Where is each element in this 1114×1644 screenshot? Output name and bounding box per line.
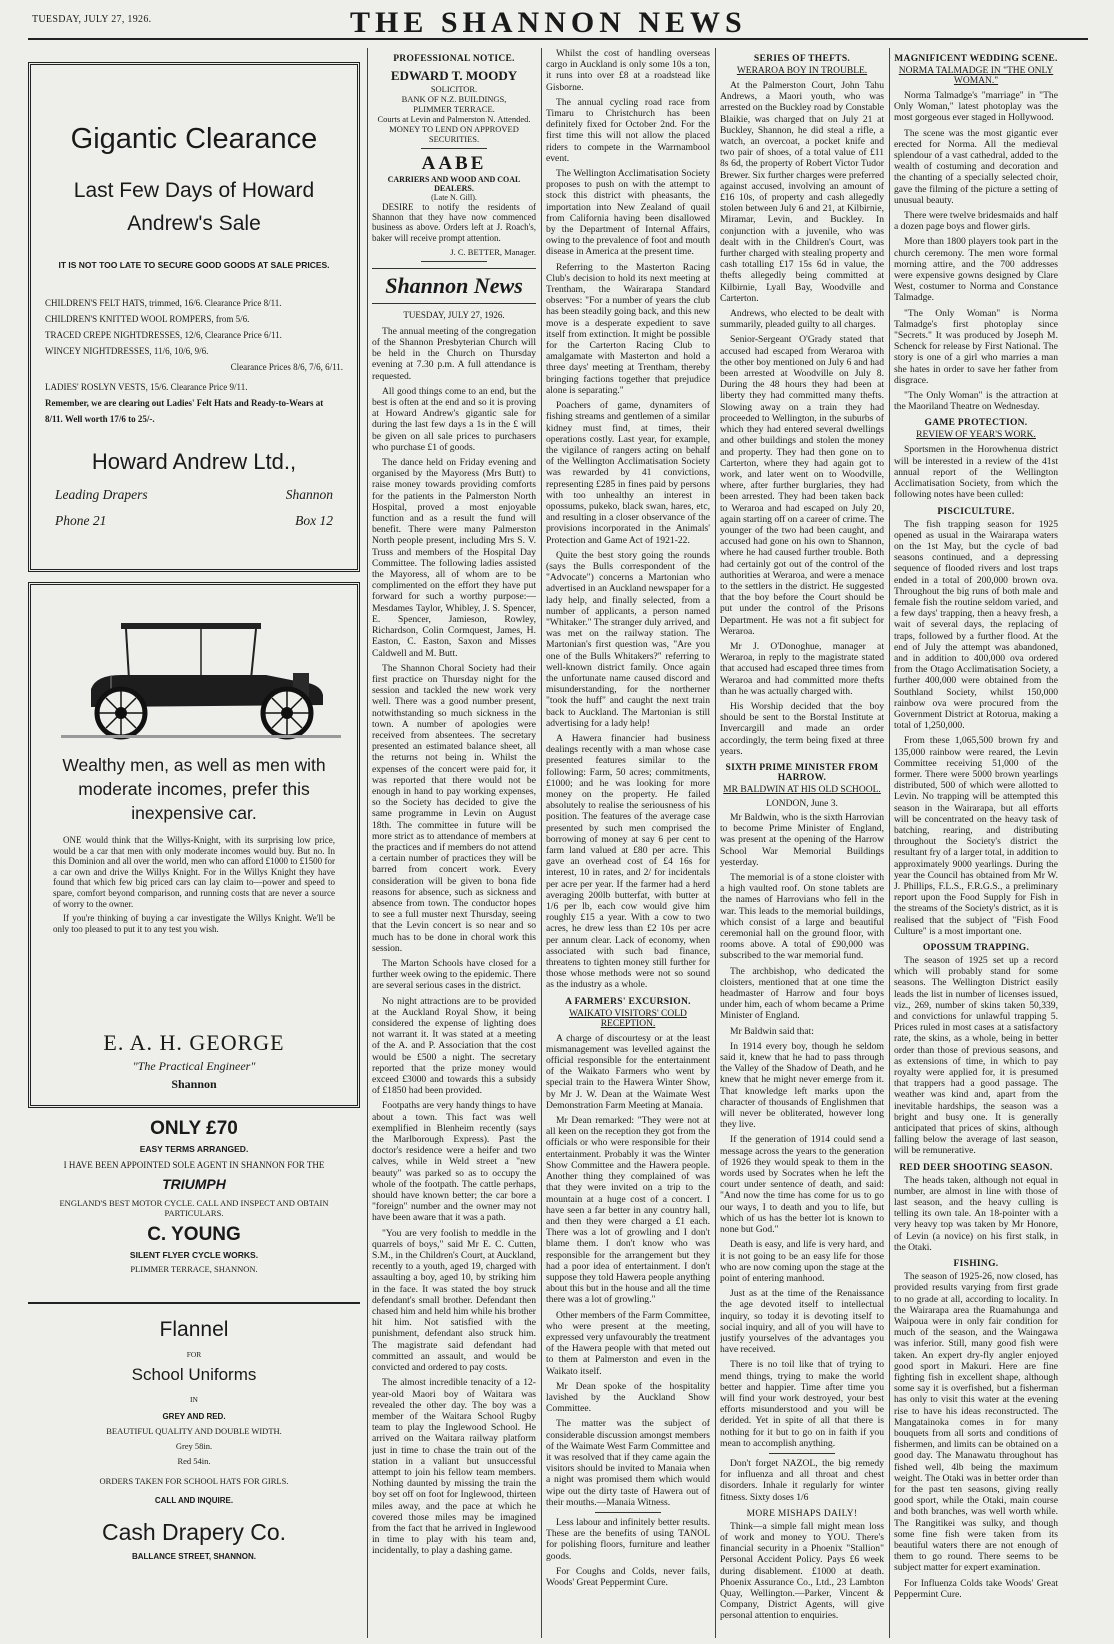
news-paragraph: The season of 1925-26, now closed, has provided results varying from first grade to no grade at all, according to locality. In the Wairarapa area the Ruamahunga and Waipoua were in only fair condition for much of the season, and the Waingawa was inferior. Still, many good fish were taken. An expert dry-fly angler enjoyed good sport in Makuri. Here are fine fighting fish in excellent shape, although some say it is overfished, but a fisherman has only to visit this water at the evening rise to have his ideas reconstructed. The Mangatainoka comes in for many bouquets from all sorts and conditions of fishermen, and limits can be obtained on a good day. The Manawatu throughout has fished well, 4lb being the maximum weight. The Otaki was in better order than for the past ten seasons, giving really good sport, while the Otaki, main course and both branches, was well worth while. The Rangitikei was sulky, and though some fine fish were taken from its beautiful waters there are not enough of them to go round. There seems to be subject matter for expert examination. [894,1271,1058,1574]
deer-heading: RED DEER SHOOTING SEASON. [899,1162,1053,1173]
news-paragraph: The Shannon Choral Society had their first practice on Thursday night for the session and tackled the new work very well. There was a good number present, notwithstanding so much sickness in the town. A number of apologies were received from absentees. The secretary presented an estimated balance sheet, all the returns not being in. Whilst the expenses of the concert were paid for, it was reported that there would not be enough in hand to pay working expenses, so the Society has decided to give the same programme in Levin on August 18th. The committee in future will be more strict as to attendance of members at the practices and if members do not attend a certain number of practices they will be barred from concert work. Every consideration will be given to bona fide reasons for absence, such as sickness and absence from town. The conductor hopes to see a full muster next Thursday, seeing that the Levin concert is so near and so much has to be done in choral work this session. [372,662,536,954]
price-line: Clearance Prices 8/6, 7/6, 6/11. [230,362,343,372]
flannel-firm: Cash Drapery Co. [101,1519,287,1545]
news-paragraph: The matter was the subject of considerable discussion amongst members of the Waimate West Farm Committee and it was resolved that if they came again the visitors should be invited to Manaia when a night was promised them which would wipe out the dirty taste of Hawera out of their mouths.—Manaia Witness. [546,1418,710,1508]
moody-line: SOLICITOR. [430,84,478,94]
price-line: CHILDREN'S FELT HATS, trimmed, 16/6. Clearance Price 8/11. [45,298,282,308]
prime-minister-subheading: MR BALDWIN AT HIS OLD SCHOOL. [723,784,881,795]
willys-dealer-tag: "The Practical Engineer" [132,1059,256,1073]
news-paragraph: The fish trapping season for 1925 opened as usual in the Wairarapa waters on the 1st May, but the cycle of bad seasons continued, and a depressing sequence of flooded rivers and lost traps ended in a total of 200,000 brown ova. Throughout the big runs of both male and female fish the routine seldom varied, and a few days' trapping, then a heavy fresh, a wait of several days, the replacing of traps, followed by a further flood. At the end of July the attempt was abandoned, and in addition to 400,000 ova ordered from the Otago Acclimatisation Society, a further 400,000 were obtained from the Southland Society, whilst 150,000 rainbow ova were procured from the Government District at Rotorua, making a total of 1,250,000. [894,518,1058,732]
news-paragraph: The memorial is of a stone cloister with a high vaulted roof. On stone tablets are the names of Harrovians who fell in the war. This leads to the memorial buildings, which consist of a large and beautiful ceremonial hall on the ground floor, with rooms above. A total of £90,000 was subscribed to the war memorial fund. [720,872,884,962]
clearance-phone: Phone 21 [55,513,107,528]
aabe-signature: J. C. BETTER, Manager. [450,246,536,257]
news-paragraph: "You are very foolish to meddle in the quarrels of boys," said Mr E. C. Cutten, S.M., in the Children's Court, at Auckland, recently to a youth, aged 19, charged with assaulting a boy, aged 10, by striking him in the face. It was stated the boy struck defendant's small brother. Defendant then chased him and held him while his brother hit him. Not satisfied with the punishment, defendant also struck him. The magistrate said defendant had committed an assault, and would be convicted and ordered to pay costs. [372,1227,536,1374]
price-line: CHILDREN'S KNITTED WOOL ROMPERS, from 5/6. [45,314,250,324]
rule [595,1512,661,1513]
triumph-price: ONLY £70 [150,1118,238,1139]
price-line: LADIES' ROSLYN VESTS, 15/6. Clearance Price 9/11. [45,382,248,392]
flannel-title: Flannel [159,1318,229,1341]
cough-cure-notice: For Coughs and Colds, never fails, Woods' Great Peppermint Cure. [546,1565,710,1588]
clearance-town: Shannon [285,487,333,502]
news-paragraph: Norma Talmadge's "marriage" in "The Only Woman," latest photoplay was the most gorgeous ever staged in Hollywood. [894,90,1058,124]
wedding-subheading: NORMA TALMADGE IN "THE ONLY WOMAN." [898,66,1054,86]
news-paragraph: The annual meeting of the congregation of the Shannon Presbyterian Church will be held in the Church on Thursday evening at 7.30 p.m. A full attendance is requested. [372,325,536,382]
willys-dealer: E. A. H. GEORGE [103,1030,285,1055]
flannel-address: BALLANCE STREET, SHANNON. [131,1552,256,1561]
thefts-subheading: WERAROA BOY IN TROUBLE. [736,66,868,76]
news-column-2 [372,48,536,1638]
excursion-subheading: WAIKATO VISITORS' COLD RECEPTION. [569,1008,687,1029]
news-paragraph: A charge of discourtesy or at the least mismanagement was levelled against the official responsible for the entertainment of the Waikato Farmers who went by special train to the Hawera Winter Show, by Mr J. W. Dean at the Waimate West Demonstration Farm Meeting at Manaia. [546,1032,710,1111]
mishaps-notice: Think—a simple fall might mean loss of work and money to YOU. There's financial security in a Phoenix "Stallion" Personal Accident Policy. Pays £6 week during disablement. £1000 at death. Phoenix Assurance Co., Ltd., 23 Lambton Quay, Wellington.—Parker, Vincent & Company, District Agents, will give personal attention to enquiries. [720,1520,884,1622]
news-paragraph: Death is easy, and life is very hard, and it is not going to be an easy life for those who are now coming upon the stage at the point of entering manhood. [720,1239,884,1284]
masthead-rule [28,38,1088,40]
thefts-heading: SERIES OF THEFTS. [753,54,851,64]
news-paragraph: Mr Baldwin said that: [730,1025,814,1037]
clearance-notice: IT IS NOT TOO LATE TO SECURE GOOD GOODS AT SALE PRICES. [58,260,330,270]
news-paragraph: Mr Dean spoke of the hospitality lavished by the Auckland Show Committee. [546,1380,710,1415]
clearance-tagline: Leading Drapers [55,487,148,502]
news-paragraph: The heads taken, although not equal in number, are almost in line with those of last season, and the heavy culling is telling its own tale. An 18-pointer with a very heavy top was taken by Mr Honore, of Levin (a novice) on his first stalk, in the Otaki. [894,1174,1058,1253]
news-paragraph: In 1914 every boy, though he seldom said it, knew that he had to pass through the Valley of the Shadow of Death, and he knew that he might never emerge from it. That knowledge left marks upon the character of thousands of Englishmen that will never be obliterated, however long they live. [720,1040,884,1131]
news-paragraph: The Wellington Acclimatisation Society proposes to push on with the attempt to stock this district with pheasants, the importation into New Zealand of quail from California having been disallowed by the Department of Internal Affairs, owing to the prevalence of foot and mouth disease in America at the present time. [546,168,710,258]
news-paragraph: "The Only Woman" is Norma Talmadge's first photoplay since "Secrets." It was produced by Joseph M. Schenck for release by First National. The story is one of a girl who marries a man she hates in order to save her father from disgrace. [894,307,1058,386]
flannel-for: FOR [186,1350,202,1359]
aabe-late: (Late N. Gill). [431,193,477,202]
news-paragraph: There is no toil like that of trying to mend things, trying to make the world better and happier. Time after time you will find your work destroyed, your best efforts misunderstood and you will be derided. Yet in spite of all that there is nothing for it but to go on in faith if you mean to accomplish anything. [720,1359,884,1449]
news-paragraph: A Hawera financier had business dealings recently with a man whose case presented features similar to the following: Farm, 50 acres; commitments, £1000; and he was looking for more money on the property. He failed absolutely to realise the seriousness of his position. The features of the average case presented by such men comprised the borrowing of money at say 6 per cent to farm land valued at £80 per acre. This gave an overhead cost of £4 16s for interest, 10 in rates, and 2/ for incidentals per acre per year. If the farmer had a herd averaging 200lb butterfat, with butter at 1/6 per lb, each cow would give him roughly £15 a year. With a cow to two acres, he drew less than £2 10s per acre per annum clear. Lack of economy, when associated with such bad finance, threatens to tighten money still further for those whose methods were not so sound as the industry as a whole. [546,732,710,991]
price-line: Remember, we are clearing out Ladies' Felt Hats and Ready-to-Wears at 8/11. Well worth 17/6 to 25/-. [45,398,324,424]
advertisement-column [28,48,360,1638]
flannel-colors: GREY AND RED. [162,1412,226,1421]
flannel-red: Red 54in. [177,1456,211,1466]
aabe-subtitle: CARRIERS AND WOOD AND COAL DEALERS. [387,175,521,193]
news-paragraph: The dance held on Friday evening and organised by the Mayoress (Mrs Butt) to raise money towards providing comforts for the patients in the Palmerston North Hospital, proved a most enjoyable function and as a result the fund will benefit. There were many Palmerston North people present, including Mrs S. V. Truss and members of the Hospital Day Committee. The following ladies assisted the Mayoress, all of whom are to be complimented on the effort they have put forward for such a worthy purpose:—Mesdames Taylor, Whibley, J. S. Spencer, E. Spencer, Jamieson, Rowley, Richardson, Colin Cormquest, James, H. Easton, C. Easton, Saxon and Misses Caldwell and M. Butt. [372,457,536,659]
triumph-terms: EASY TERMS ARRANGED. [139,1144,249,1154]
news-paragraph: No night attractions are to be provided at the Auckland Royal Show, it being considered the expense of lighting does not warrant it. It was stated at a meeting of the A. and P. Association that the cost would be £500 a night. The secretary reported that the prize money would exceed £3000 and towards this a subsidy of £1850 had been provided. [372,995,536,1097]
clearance-title: Gigantic Clearance [70,123,318,155]
news-paragraph: Mr J. O'Donoghue, manager at Weraroa, in reply to the magistrate stated that accused had escaped three times from Weraroa and had committed more thefts than he was actually charged with. [720,640,884,697]
opossum-heading: OPOSSUM TRAPPING. [922,943,1030,954]
price-line: WINCEY NIGHTDRESSES, 11/6, 10/6, 9/6. [45,346,209,356]
moody-name: EDWARD T. MOODY [390,68,518,83]
news-paragraph: Other members of the Farm Committee, who were present at the meeting, expressed very unfavourably the treatment of the Hawera people with that meted out to them at Palmerston and even in the Waikato itself. [546,1309,710,1377]
column-divider [367,48,368,1638]
triumph-address: PLIMMER TERRACE, SHANNON. [130,1264,258,1274]
fishing-heading: FISHING. [953,1259,999,1270]
clearance-firm: Howard Andrew Ltd., [91,449,297,474]
dateline: LONDON, June 3. [766,798,838,809]
clearance-subtitle: Last Few Days of Howard Andrew's Sale [73,179,315,235]
cough-cure-notice: For Influenza Colds take Woods' Great Peppermint Cure. [894,1577,1058,1600]
news-paragraph: Just as at the time of the Renaissance the age devoted itself to intellectual inquiry, so today it is devoting itself to social inquiry, and all of you will have to justify yourselves of the advantages you have received. [720,1288,884,1356]
news-paragraph: Andrews, who elected to be dealt with summarily, pleaded guilty to all charges. [720,308,884,331]
willys-body [53,835,335,938]
rule [769,1453,835,1454]
news-paragraph: The scene was the most gigantic ever erected for Norma. All the medieval splendour of a vast cathedral, added to the wealth of costuming and decoration and the chanting of a specially selected choir, gave the filming of the picture a setting of unusual beauty. [894,127,1058,206]
mishaps-heading: MORE MISHAPS DAILY! [746,1508,858,1519]
news-paragraph: The archbishop, who dedicated the cloisters, mentioned that at one time the headmaster of Harrow and four boys under him, each of whom became a Prime Minister of England. [720,965,884,1022]
triumph-works: SILENT FLYER CYCLE WORKS. [129,1250,259,1260]
willys-headline: Wealthy men, as well as men with moderate incomes, prefer this inexpensive car. [62,755,326,823]
willys-knight-ad [28,582,360,1108]
news-paragraph: Footpaths are very handy things to have about a town. This fact was well exemplified in Blenheim recently (says the Marlborough Express). Past the doctor's residence were a heifer and two calves, while in Weld street a "new beauty" was parked so as to occupy the whole of the footpath. The cattle perhaps, should have known better; the car bore a "foreign" number and the owner may not have been aware that it was a path. [372,1100,536,1224]
news-paragraph: The Marton Schools have closed for a further week owing to the epidemic. There are several serious cases in the district. [372,957,536,992]
triumph-intro: I HAVE BEEN APPOINTED SOLE AGENT IN SHANNON FOR THE [63,1160,325,1170]
issue-date-line: TUESDAY, JULY 27, 1926. [403,309,505,320]
clearance-footer [45,487,343,533]
news-paragraph: The season of 1925 set up a record which will probably stand for some seasons. The Wellington District easily leads the list in number of licenses issued, viz., 269, number of skins taken 50,339, and convictions for unlawful trapping 5. Prices ruled in most cases at a satisfactory rate, the skins, as a whole, being in better order than those of previous seasons, and as extensions of time, in which to pay royalty were applied for, it is presumed that trappers had a good passage. The weather was kind and, apart from the inevitable hardships, the season was a bright and busy one. It is generally anticipated that prices of skins, although falling below the average of last season, will be remunerative. [894,955,1058,1157]
clearance-sale-ad [28,62,360,572]
news-paragraph: All good things come to an end, but the best is often at the end and so it is proving at Howard Andrew's gigantic sale for during the last few days a 1s in the £ will be given on all sale prices to purchasers who purchase £1 of goods. [372,385,536,453]
excursion-heading: A FARMERS' EXCURSION. [565,996,691,1007]
news-paragraph: Sportsmen in the Horowhenua district will be interested in a review of the 41st annual report of the Wellington Acclimatisation Society, from which the following notes have been culled: [894,444,1058,501]
willys-body-text-2: If you're thinking of buying a car investigate the Willys Knight. We'll be only too pleased to put it to any test you wish. [53,913,335,934]
news-column-5 [894,48,1058,1638]
masthead [0,0,1114,44]
newspaper-title: THE SHANNON NEWS [350,6,747,39]
column-divider [715,48,716,1638]
moody-line: Courts at Levin and Palmerston N. Attended. [377,114,531,124]
game-protection-subheading: REVIEW OF YEAR'S WORK. [916,430,1036,441]
rule [421,148,487,149]
willys-body-text: ONE would think that the Willys-Knight, with its surprising low price, would be a car that men with only moderate incomes would buy. But no. In this Dominion and all over the world, men who can afford £1000 to £1500 for a car own and drive the Willys Knight. For in the Willys Knight they have found that which few big priced cars can lay claim to—power and speed to spare, comfort beyond comparison, and running costs that are never a source of worry to the owner. [53,835,335,909]
tanol-notice: Less labour and infinitely better results. These are the benefits of using TANOL for polishing floors, furniture and leather goods. [546,1516,710,1562]
aabe-name: AABE [421,153,487,174]
nazol-notice: Don't forget NAZOL, the big remedy for influenza and all throat and chest disorders. Inhale it regularly for winter fitness. Sixty doses 1/6 [720,1457,884,1503]
flannel-purpose: School Uniforms [131,1365,257,1384]
flannel-ad [28,1312,360,1638]
news-paragraph: Senior-Sergeant O'Grady stated that accused had escaped from Weraroa with the other boy mentioned on July 6 and had been arrested at Woodville on July 8. During the 48 hours they had been at liberty they had committed many thefts. Slowing away on a train they had proceeded to Wellington, in the suburbs of which they had entered several dwellings and other buildings and stolen the money and property. They had then gone on to Carterton, where they had again got to work, and later went on to Woodville, where, after further burglaries, they had been arrested. They had been taken back to Weraroa and had escaped on July 20, again starting off on a career of crime. The younger of the two had been caught, and accused had gone on his own to Shannon, where he had caused further trouble. Both had certainly got out of the control of the authorities at Weraroa, and were a menace to the settlers in the district. He suggested that the boy before the Court should be put under the control of the Prisons Department. He was not a fit subject for Weraroa. [720,334,884,637]
prime-minister-heading: SIXTH PRIME MINISTER FROM HARROW. [725,762,879,783]
news-paragraph: Poachers of game, dynamiters of fishing streams and gentlemen of a similar kidney must find, at times, their operations costly. Last year, for example, the vigilance of rangers acting on behalf of the Wellington Acclimatisation Society was rewarded by 41 convictions, representing £285 in fines paid by persons with too unhealthy an interest in opossums, pukeko, black swan, hares, etc, and resulting in a closer observance of the provisions incorporated in the Animals' Protection and Game Act of 1921-22. [546,400,710,546]
game-protection-heading: GAME PROTECTION. [924,418,1028,429]
triumph-desc: ENGLAND'S BEST MOTOR CYCLE. CALL AND INSPECT AND OBTAIN PARTICULARS. [59,1198,329,1218]
shannon-news-banner: Shannon News [372,268,536,304]
flannel-quality: BEAUTIFUL QUALITY AND DOUBLE WIDTH. [106,1426,282,1436]
triumph-agent: C. YOUNG [147,1224,241,1245]
professional-notice-heading: PROFESSIONAL NOTICE. [393,54,515,64]
news-paragraph: Mr Dean remarked: "They were not at all keen on the reception they got from the officials or who were responsible for their entertainment. Probably it was the Winter Show Committee and the Hawera people. Another thing they complained of was that they were invited on a trip to the mountain at a huge cost of a concert. I have seen a far better in any country hall, and then they were charged a £1 each. There was a lot of growling and I don't blame them. I don't know who was responsible for the arrangement but they had a poor idea of entertainment. I don't suppose they told Hawera people anything about this but in the house and all the time there was a lot of growling." [546,1115,710,1306]
triumph-ad [28,1112,360,1304]
flannel-call: CALL AND INQUIRE. [154,1496,234,1505]
willys-dealer-town: Shannon [171,1077,217,1091]
clearance-box: Box 12 [295,513,333,528]
news-paragraph: Mr Baldwin, who is the sixth Harrovian to become Prime Minister of England, was present at the opening of the Harrow School War Memorial Buildings yesterday. [720,811,884,868]
flannel-orders: ORDERS TAKEN FOR SCHOOL HATS FOR GIRLS. [99,1476,289,1486]
news-paragraph: Referring to the Masterton Racing Club's decision to hold its next meeting at Trentham, the Wairarapa Standard observes: "For a number of years the club has been steadily going back, and this new move is a desperate expedient to save itself from extinction. It might be possible for the Carterton Racing Club to amalgamate with Masterton and hold a three days' meeting at Trentham, thereby bringing factions together that prejudice alone is separating." [546,261,710,396]
news-paragraph: Quite the best story going the rounds (says the Bulls correspondent of the "Advocate") concerns a Martonian who advertised in an Auckland newspaper for a lady help, and finally selected, from a number of applicants, a person named "Whitaker." The stranger duly arrived, and was met on the railway station. The Martonian's first question was, "Are you one of the Bulls Whitakers?" referring to well-known district family. Once again the unfortunate name caused discord and misunderstanding, for the northerner "took the huff" and caught the next train back to Auckland. The Martonian is still advertising for a lady help! [546,549,710,729]
triumph-brand: TRIUMPH [162,1176,226,1192]
moody-line: MONEY TO LEND ON APPROVED SECURITIES. [389,124,519,144]
flannel-in: IN [190,1395,198,1404]
price-line: TRACED CREPE NIGHTDRESSES, 12/6, Clearance Price 6/11. [45,330,282,340]
news-column-4 [720,48,884,1638]
moody-line: BANK OF N.Z. BUILDINGS, [401,94,507,104]
news-paragraph: "The Only Woman" is the attraction at the Maoriland Theatre on Wednesday. [894,390,1058,413]
news-paragraph: If the generation of 1914 could send a message across the years to the generation of 1926 they would speak to them in the words used by Socrates when he left the court under sentence of death, and said: "And now the time has come for us to go our ways, I to death and you to life, but which of us has the better lot is known to none but God." [720,1134,884,1236]
pisciculture-heading: PISCICULTURE. [937,506,1015,517]
motor-car-illustration [51,595,351,745]
moody-line: PLIMMER TERRACE. [413,104,495,114]
news-paragraph: At the Palmerston Court, John Tahu Andrews, a Maori youth, who was arrested on the Buckley road by Constable Blaikie, was charged that on July 21 at Buckley, Shannon, he did steal a rifle, a watch, an overcoat, a pocket knife and two pair of shoes, of a total value of £11 8s 6d, the property of Robert Victor Tudor Brewer. Six further charges were preferred against accused, involving an amount of £16 10s, of property and cash allegedly stolen between July 6 and 21, at Kilbirnie, Miramar, Levin, and Buckley. In conjunction with a juvenile, who was dealt with in the Children's Court, was further charged with stealing property and cash totalling £17 15s 6d in value, the thefts allegedly being committed at Kilbirnie, Lyall Bay, Woodville and Carterton. [720,80,884,304]
news-paragraph: From these 1,065,500 brown fry and 135,000 rainbow were reared, the Levin Committee receiving 51,000 of the former. There were 5000 brown yearlings distributed, 500 of which were allotted to Levin. No trapping will be attempted this season in the Wairarapa, but all efforts will be concentrated on the heavy task of batching, rearing, and distributing throughout the Society's district the resultant fry of a larger total, in addition to approximately 9000 yearlings. During the year the Council has obtained from Mr W. J. Phillips, F.L.S., F.R.G.S., a preliminary report upon the Food Supply for Fish in the streams of the Society's district, as it is realised that the subject of "Fish Food Culture" is a most important one. [894,735,1058,937]
column-divider [541,48,542,1638]
issue-date: TUESDAY, JULY 27, 1926. [32,14,152,25]
news-paragraph: More than 1800 players took part in the church ceremony. The men wore formal morning attire, and the 700 addresses were expensive gowns designed by Clare West, costumer to Norma and Constance Talmadge. [894,236,1058,304]
news-paragraph: The almost incredible tenacity of a 12-year-old Maori boy of Waitara was revealed the other day. The boy was a member of the Waitara School Rugby team to play the Inglewood School. He arrived on the Waitara railway platform just in time to chase the train out of the station in a valiant but unsuccessful attempt to join his fellow team members. Nothing daunted by missing the train the boy set off on foot for Inglewood, thirteen miles away, and the pace at which he covered those miles may be imagined from the fact that he arrived in Inglewood in time to play with his team and, incidentally, to play a dashing game. [372,1377,536,1557]
rule [421,261,487,262]
news-paragraph: His Worship decided that the boy should be sent to the Borstal Institute at Invercargill and made an order accordingly, the term being fixed at three years. [720,700,884,757]
news-paragraph: Whilst the cost of handling overseas cargo in Auckland is only some 10s a ton, it runs into over £8 at a roadstead like Gisborne. [546,48,710,93]
aabe-body: DESIRE to notify the residents of Shannon that they have now commenced business as above. Orders left at J. Roach's, baker will receive prompt attention. [372,202,536,243]
wedding-heading: MAGNIFICENT WEDDING SCENE. [894,54,1058,64]
column-divider [889,48,890,1638]
news-paragraph: The annual cycling road race from Timaru to Christchurch has been definitely fixed for October 2nd. For the first time this will not allow the placed riders to compete in the Warrnambool event. [546,96,710,164]
clearance-price-list [39,295,349,427]
news-column-3 [546,48,710,1638]
news-paragraph: There were twelve bridesmaids and half a dozen page boys and flower girls. [894,210,1058,233]
flannel-grey: Grey 58in. [175,1441,213,1451]
